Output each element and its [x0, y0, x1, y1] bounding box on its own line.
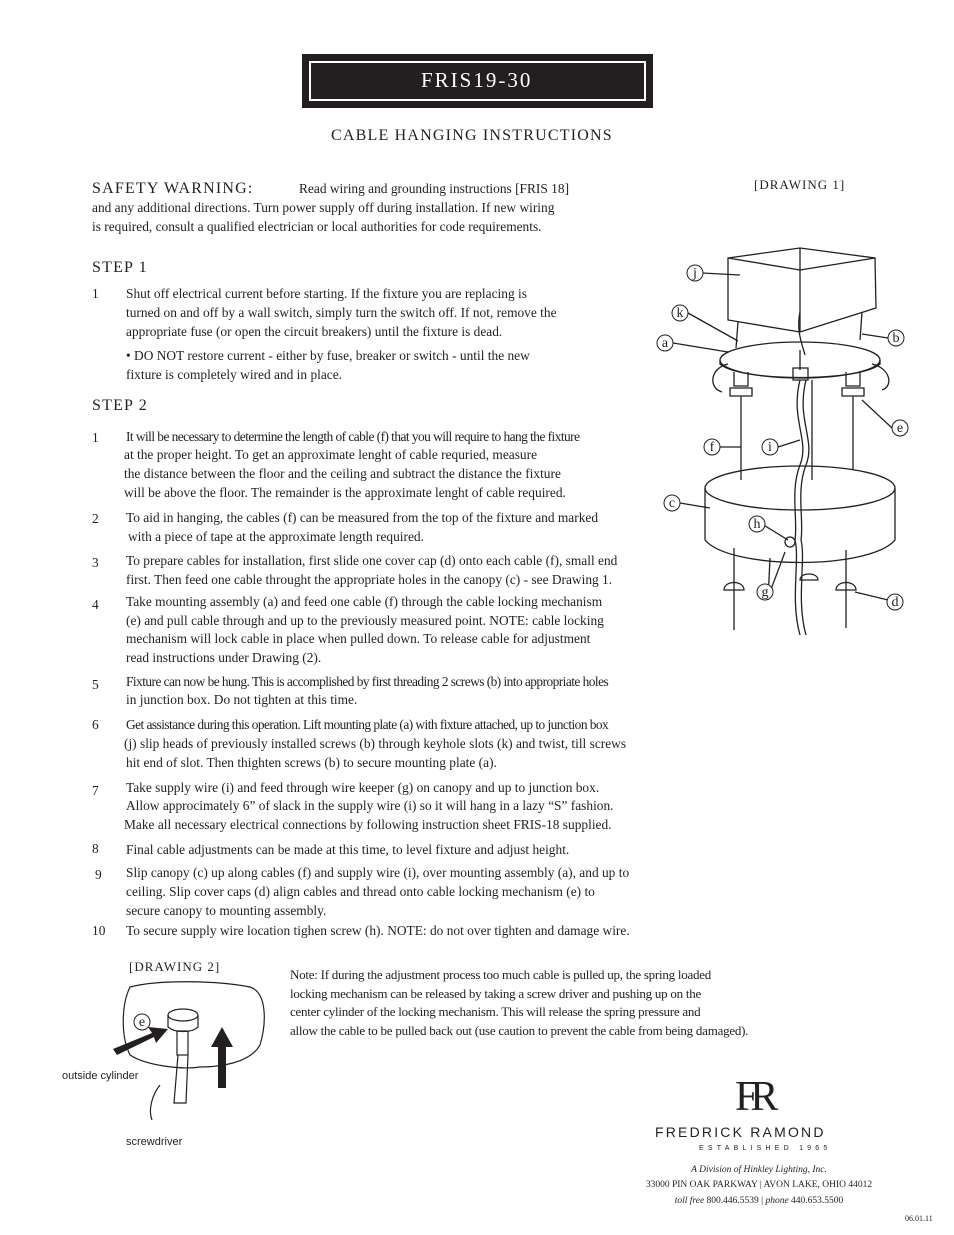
step1-number: 1	[92, 286, 99, 301]
note-line-4: allow the cable to be pulled back out (use caution to prevent the cable from being damaged).	[290, 1023, 749, 1038]
step2-number-5: 5	[92, 677, 99, 692]
callout-e: e	[896, 421, 904, 436]
step2-item5-line1: Fixture can now be hung. This is accomplished by first threading 2 screws (b) into appropriate holes	[126, 674, 609, 689]
step1-text-2: turned on and off by a wall switch, simply turn the switch off. If not, remove the	[126, 305, 557, 320]
callout-j: j	[693, 266, 697, 281]
contact-line: toll free 800.446.5539 | phone 440.653.5500	[674, 1196, 844, 1206]
canopy	[705, 466, 895, 510]
title-box	[302, 54, 653, 108]
step2-item2-line1: To aid in hanging, the cables (f) can be measured from the top of the fixture and marked	[126, 510, 599, 525]
step2-item4-line2: (e) and pull cable through and up to the previously measured point. NOTE: cable locking	[126, 613, 604, 628]
step2-item3-line1: To prepare cables for installation, first slide one cover cap (d) onto each cable (f), small end	[126, 553, 618, 568]
address-text: 33000 PIN OAK PARKWAY | AVON LAKE, OHIO 44012	[645, 1180, 873, 1190]
step2-item7-line3: Make all necessary electrical connections by following instruction sheet FRIS-18 supplied.	[124, 817, 612, 832]
step2-item6-line1: Get assistance during this operation. Lift mounting plate (a) with fixture attached, up to junction box	[126, 717, 609, 732]
step2-number-2: 2	[92, 511, 99, 526]
step2-item1-line1: It will be necessary to determine the length of cable (f) that you will require to hang the fixture	[126, 429, 580, 444]
step2-item1-line4: will be above the floor. The remainder is the approximate lenght of cable required.	[124, 485, 566, 500]
step2-item9-line1: Slip canopy (c) up along cables (f) and supply wire (i), over mounting assembly (a), and up to	[126, 865, 630, 880]
safety-line-2: and any additional directions. Turn power supply off during installation. If new wiring	[92, 200, 555, 215]
step2-number-3: 3	[92, 555, 99, 570]
step1-bullet-1: • DO NOT restore current - either by fuse, breaker or switch - until the new	[126, 348, 530, 363]
label-screwdriver: screwdriver	[126, 1136, 183, 1148]
drawing1-label: [DRAWING 1]	[754, 177, 846, 192]
step1-text-3: appropriate fuse (or open the circuit breakers) until the fixture is dead.	[126, 324, 503, 339]
step1-text-1: Shut off electrical current before starting. If the fixture you are replacing is	[126, 286, 527, 301]
callout-f: f	[709, 440, 715, 455]
drawing2-label: [DRAWING 2]	[129, 959, 221, 974]
brand-logo-mark: FR	[735, 1074, 771, 1120]
page-title: FRIS19-30	[309, 61, 646, 101]
division-text: A Division of Hinkley Lighting, Inc.	[691, 1165, 827, 1175]
step2-heading: STEP 2	[92, 397, 148, 414]
callout-d: d	[891, 595, 899, 610]
safety-line-1: Read wiring and grounding instructions [FRIS 18]	[299, 181, 570, 196]
phone-label: phone	[765, 1196, 789, 1206]
safety-heading: SAFETY WARNING:	[92, 180, 254, 197]
step2-number-8: 8	[92, 841, 99, 856]
step2-item4-line1: Take mounting assembly (a) and feed one cable (f) through the cable locking mechanism	[126, 594, 603, 609]
callout-c: c	[668, 496, 676, 511]
callout-a: a	[661, 336, 669, 351]
step2-item4-line3: mechanism will lock cable in place when pulled down. To release cable for adjustment	[126, 631, 591, 646]
step2-item7-line2: Allow approcimately 6” of slack in the supply wire (i) so it will hang in a lazy “S” fashion.	[126, 798, 614, 813]
step2-number-9: 9	[95, 867, 102, 882]
callout-g: g	[761, 585, 769, 600]
callout-i: i	[768, 440, 772, 455]
toll-free-label: toll free	[674, 1196, 705, 1206]
step1-bullet-2: fixture is completely wired and in place.	[126, 367, 343, 382]
step2-item5-line2: in junction box. Do not tighten at this time.	[126, 692, 358, 707]
drawing2-illustration	[100, 975, 275, 1125]
step1-heading: STEP 1	[92, 259, 148, 276]
step2-item4-line4: read instructions under Drawing (2).	[126, 650, 322, 665]
callout-h: h	[753, 517, 761, 532]
note-line-3: center cylinder of the locking mechanism. This will release the spring pressure and	[290, 1004, 701, 1019]
step2-number-6: 6	[92, 717, 99, 732]
step2-item9-line3: secure canopy to mounting assembly.	[126, 903, 327, 918]
step2-item10-line1: To secure supply wire location tighen screw (h). NOTE: do not over tighten and damage wire.	[126, 923, 630, 938]
step2-item7-line1: Take supply wire (i) and feed through wire keeper (g) on canopy and up to junction box.	[126, 780, 600, 795]
brand-name: FREDRICK RAMOND	[655, 1124, 826, 1140]
step2-item6-line3: hit end of slot. Then thighten screws (b) to secure mounting plate (a).	[126, 755, 497, 770]
drawing1-illustration	[650, 240, 920, 660]
drawing2-callout-e: e	[138, 1015, 146, 1030]
phone-number: 440.653.5500	[791, 1196, 844, 1206]
note-line-2: locking mechanism can be released by taking a screw driver and pushing up on the	[290, 986, 702, 1001]
step2-number-1: 1	[92, 430, 99, 445]
step2-item3-line2: first. Then feed one cable throught the appropriate holes in the canopy (c) - see Drawing 1.	[126, 572, 613, 587]
brand-established: ESTABLISHED 1965	[699, 1145, 832, 1152]
step2-item1-line2: at the proper height. To get an approximate lenght of cable requried, measure	[124, 447, 538, 462]
label-outside-cylinder: outside cylinder	[62, 1070, 139, 1082]
date-code: 06.01.11	[905, 1214, 933, 1223]
step2-item1-line3: the distance between the floor and the ceiling and subtract the distance the fixture	[124, 466, 561, 481]
note-line-1: Note: If during the adjustment process too much cable is pulled up, the spring loaded	[290, 967, 712, 982]
toll-free-number: 800.446.5539	[706, 1196, 759, 1206]
step2-item6-line2: (j) slip heads of previously installed screws (b) through keyhole slots (k) and twist, till screws	[124, 736, 627, 751]
step2-number-4: 4	[92, 597, 99, 612]
junction-box	[728, 248, 876, 332]
step2-item8-line1: Final cable adjustments can be made at this time, to level fixture and adjust height.	[126, 842, 570, 857]
step2-item2-line2: with a piece of tape at the approximate length required.	[128, 529, 424, 544]
step2-number-10: 10	[92, 923, 106, 938]
step2-item9-line2: ceiling. Slip cover caps (d) align cables and thread onto cable locking mechanism (e) to	[126, 884, 595, 899]
page-subtitle: CABLE HANGING INSTRUCTIONS	[331, 127, 613, 144]
safety-line-3: is required, consult a qualified electrician or local authorities for code requirements.	[92, 219, 542, 234]
callout-k: k	[676, 306, 684, 321]
step2-number-7: 7	[92, 783, 99, 798]
callout-b: b	[892, 331, 900, 346]
